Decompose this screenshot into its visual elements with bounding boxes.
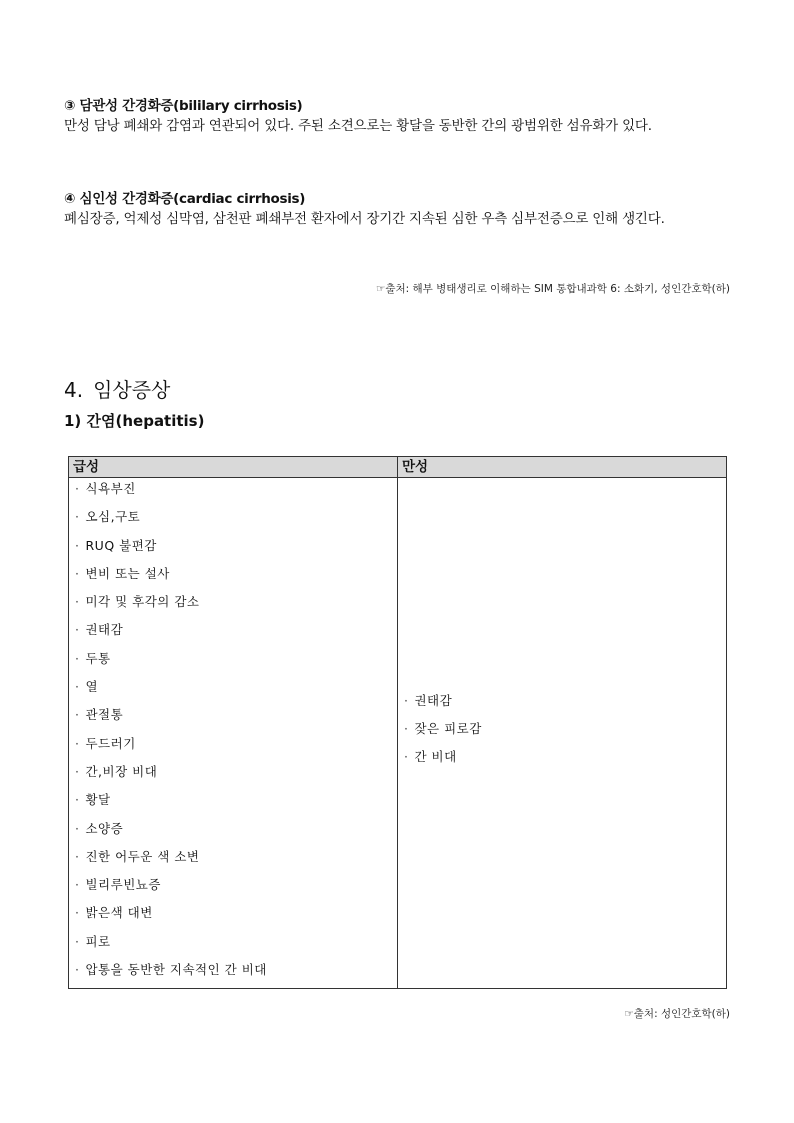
symptom-list-item (404, 719, 720, 747)
chapter-heading (64, 374, 170, 403)
table-body-row (69, 478, 727, 989)
bullet-mark: · (75, 565, 80, 581)
symptom-label: RUQ 불편감 (85, 537, 157, 553)
section-heading-biliary-cirrhosis: ③ 담관성 간경화증(bililary cirrhosis) (64, 98, 303, 114)
symptom-label: 권태감 (85, 622, 124, 638)
symptom-list-item (75, 903, 391, 931)
bullet-mark: · (75, 848, 80, 864)
chapter-number: 4. (64, 378, 84, 402)
bullet-mark: · (75, 509, 80, 525)
symptom-label: 잦은 피로감 (414, 721, 482, 737)
symptom-label: 열 (85, 679, 99, 695)
bullet-mark: · (404, 692, 409, 708)
chapter-title: 임상증상 (93, 378, 171, 402)
subsection-heading-hepatitis: 1) 간염(hepatitis) (64, 412, 205, 430)
symptom-list-item (75, 932, 391, 960)
symptom-label: 압통을 동반한 지속적인 간 비대 (85, 962, 267, 978)
symptom-list-item (75, 507, 391, 535)
symptom-label: 두통 (85, 650, 111, 666)
bullet-mark: · (404, 721, 409, 737)
source-citation-2: ☞출처: 성인간호학(하) (624, 1008, 730, 1020)
symptom-label: 빌리루빈뇨증 (85, 877, 161, 893)
symptom-label: 피로 (85, 933, 111, 949)
symptom-list-item (75, 847, 391, 875)
symptom-label: 식욕부진 (85, 481, 136, 496)
symptom-list-item (75, 564, 391, 592)
bullet-mark: · (75, 933, 80, 949)
section-heading-cardiac-cirrhosis: ④ 심인성 간경화증(cardiac cirrhosis) (64, 191, 306, 207)
symptom-label: 밝은색 대변 (85, 905, 153, 921)
bullet-mark: · (75, 481, 80, 496)
bullet-mark: · (75, 820, 80, 836)
symptom-list-item (75, 762, 391, 790)
symptom-list-item (75, 592, 391, 620)
symptom-list-item (75, 875, 391, 903)
symptom-list-item (75, 620, 391, 648)
symptom-list-item (75, 819, 391, 847)
symptom-list-item (404, 747, 720, 775)
symptom-list-item (75, 734, 391, 762)
symptom-label: 관절통 (85, 707, 124, 723)
bullet-mark: · (75, 622, 80, 638)
bullet-mark: · (75, 735, 80, 751)
chronic-symptom-cell (398, 478, 727, 989)
symptom-label: 변비 또는 설사 (85, 565, 170, 581)
bullet-mark: · (75, 594, 80, 610)
bullet-mark: · (75, 877, 80, 893)
bullet-mark: · (404, 749, 409, 765)
symptom-label: 황달 (85, 792, 111, 808)
acute-symptom-cell (69, 478, 398, 989)
symptom-list-item (75, 960, 391, 988)
symptom-list-item (75, 790, 391, 818)
acute-column-header: 급성 (69, 457, 398, 478)
chronic-column-header: 만성 (398, 457, 727, 478)
symptom-list-item (75, 677, 391, 705)
bullet-mark: · (75, 792, 80, 808)
symptom-label: 진한 어두운 색 소변 (85, 848, 200, 864)
symptom-list-item (75, 705, 391, 733)
symptom-list-item (75, 479, 391, 507)
symptom-label: 권태감 (414, 692, 453, 708)
hepatitis-symptom-table (68, 456, 727, 989)
symptom-label: 두드러기 (85, 735, 136, 751)
symptom-label: 간,비장 비대 (85, 763, 158, 779)
symptom-label: 오심,구토 (85, 509, 141, 525)
symptom-list-item (75, 536, 391, 564)
symptom-list-item (75, 649, 391, 677)
symptom-label: 미각 및 후각의 감소 (85, 594, 200, 610)
section-body-cardiac-cirrhosis: 폐심장증, 억제성 심막염, 삼천판 폐쇄부전 환자에서 장기간 지속된 심한 우측 심부전증으로 인해 생긴다. (64, 211, 665, 227)
section-body-biliary-cirrhosis: 만성 담낭 폐쇄와 감염과 연관되어 있다. 주된 소견으로는 황달을 동반한 간의 광범위한 섬유화가 있다. (64, 118, 652, 134)
bullet-mark: · (75, 650, 80, 666)
symptom-list-item (404, 691, 720, 719)
bullet-mark: · (75, 905, 80, 921)
table-header-row (69, 457, 727, 478)
symptom-label: 간 비대 (414, 749, 457, 765)
bullet-mark: · (75, 962, 80, 978)
bullet-mark: · (75, 679, 80, 695)
bullet-mark: · (75, 707, 80, 723)
source-citation-1: ☞출처: 해부 병태생리로 이해하는 SIM 통합내과학 6: 소화기, 성인간호학(하) (375, 283, 730, 295)
bullet-mark: · (75, 537, 80, 553)
symptom-label: 소양증 (85, 820, 124, 836)
bullet-mark: · (75, 763, 80, 779)
